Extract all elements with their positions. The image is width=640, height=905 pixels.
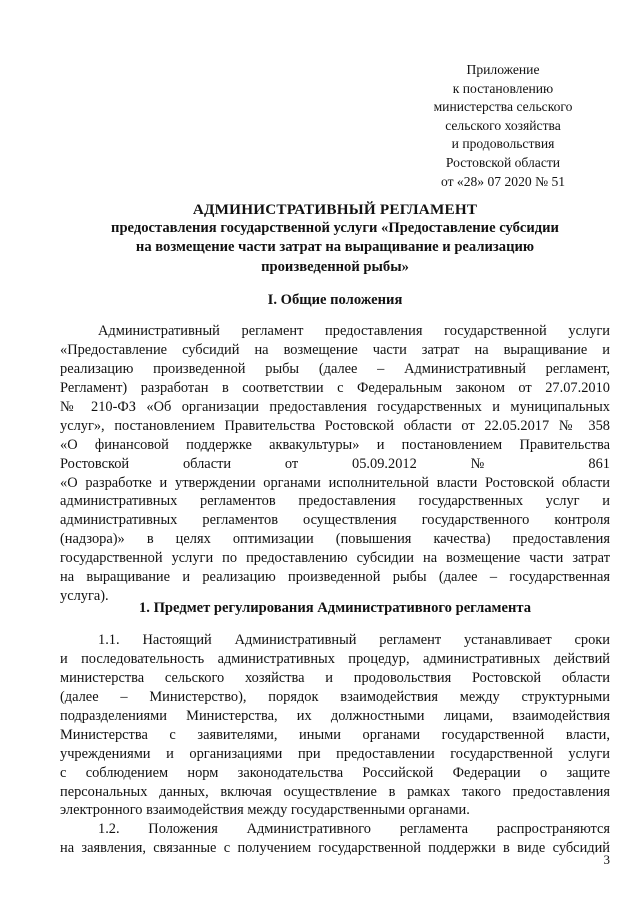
- appendix-line: сельского хозяйства: [445, 117, 561, 133]
- paragraph-line: и последовательность административных процедур, административных действий: [60, 650, 610, 667]
- paragraph-line: персональных данных, включая осуществление в рамках такого предоставления: [60, 783, 610, 800]
- paragraph-line: «О разработке и утверждении органами исполнительной власти Ростовской области: [60, 474, 610, 491]
- paragraph-line: Административный регламент предоставления государственной услуги: [98, 323, 610, 339]
- paragraph-line: министерства сельского хозяйства и продовольствия Ростовской области: [60, 669, 610, 686]
- appendix-line: Приложение: [466, 62, 540, 77]
- paragraph-line: Министерства с заявителями, иными органами государственной власти,: [60, 726, 610, 743]
- intro-paragraph: [60, 322, 610, 606]
- paragraph-line: (надзора)» в целях оптимизации (повышения качества) предоставления: [60, 531, 610, 548]
- paragraph-1-1: [60, 631, 610, 858]
- appendix-line: и продовольствия: [451, 136, 555, 152]
- paragraph-line: с соблюдением норм законодательства Российской Федерации о защите: [60, 764, 610, 781]
- paragraph-line: на заявления, связанные с получением государственной поддержки в виде субсидий: [60, 840, 610, 857]
- document-title: [60, 200, 610, 277]
- appendix-line: министерства сельского: [433, 99, 573, 115]
- paragraph-line: государственной услуги по предоставлению субсидии на возмещение части затрат: [60, 550, 610, 567]
- paragraph-line: учреждениями и организациями при предоставлении государственной услуги: [60, 745, 610, 762]
- title-subtitle-line: предоставления государственной услуги «Предоставление субсидии: [111, 220, 559, 237]
- paragraph-line: услуга).: [60, 588, 109, 605]
- paragraph-line: административных регламентов осуществления государственного контроля: [60, 512, 610, 529]
- title-subtitle-line: на возмещение части затрат на выращивание и реализацию: [135, 239, 535, 256]
- appendix-line: Ростовской области: [445, 154, 561, 170]
- paragraph-line: административных регламентов предоставления государственных услуг и: [60, 493, 610, 510]
- appendix-line: к постановлению: [452, 80, 554, 96]
- section-heading-general: I. Общие положения: [267, 292, 403, 308]
- paragraph-line: 1.2. Положения Административного регламента распространяются: [98, 821, 610, 838]
- section-heading-subject: 1. Предмет регулирования Административного регламента: [138, 600, 532, 616]
- title-main: АДМИНИСТРАТИВНЫЙ РЕГЛАМЕНТ: [192, 201, 478, 218]
- appendix-line: от «28» 07 2020 № 51: [440, 173, 566, 189]
- page-number: 3: [603, 852, 610, 867]
- paragraph-line: электронного взаимодействия между государственными органами.: [60, 802, 470, 819]
- paragraph-line: «Предоставление субсидий на возмещение части затрат на выращивание и: [60, 341, 610, 358]
- paragraph-line: Регламент) разработан в соответствии с Федеральным законом от 27.07.2010: [60, 379, 610, 396]
- paragraph-line: услуг», постановлением Правительства Ростовской области от 22.05.2017 № 358: [60, 417, 610, 434]
- paragraph-line: подразделениями Министерства, их должностными лицами, взаимодействия: [60, 707, 610, 724]
- appendix-block: [412, 61, 594, 191]
- paragraph-line: 1.1. Настоящий Административный регламент устанавливает сроки: [98, 632, 610, 648]
- paragraph-line: реализацию произведенной рыбы (далее – Административный регламент,: [60, 360, 610, 377]
- paragraph-line: «О финансовой поддержке аквакультуры» и постановлением Правительства: [60, 436, 610, 453]
- paragraph-line: № 210-ФЗ «Об организации предоставления государственных и муниципальных: [60, 398, 610, 415]
- paragraph-line: на выращивание и реализацию произведенной рыбы (далее – государственная: [60, 569, 610, 586]
- paragraph-line: (далее – Министерство), порядок взаимодействия между структурными: [60, 688, 610, 705]
- title-subtitle-line: произведенной рыбы»: [261, 258, 409, 275]
- paragraph-line: Ростовской области от 05.09.2012 № 861: [60, 455, 610, 472]
